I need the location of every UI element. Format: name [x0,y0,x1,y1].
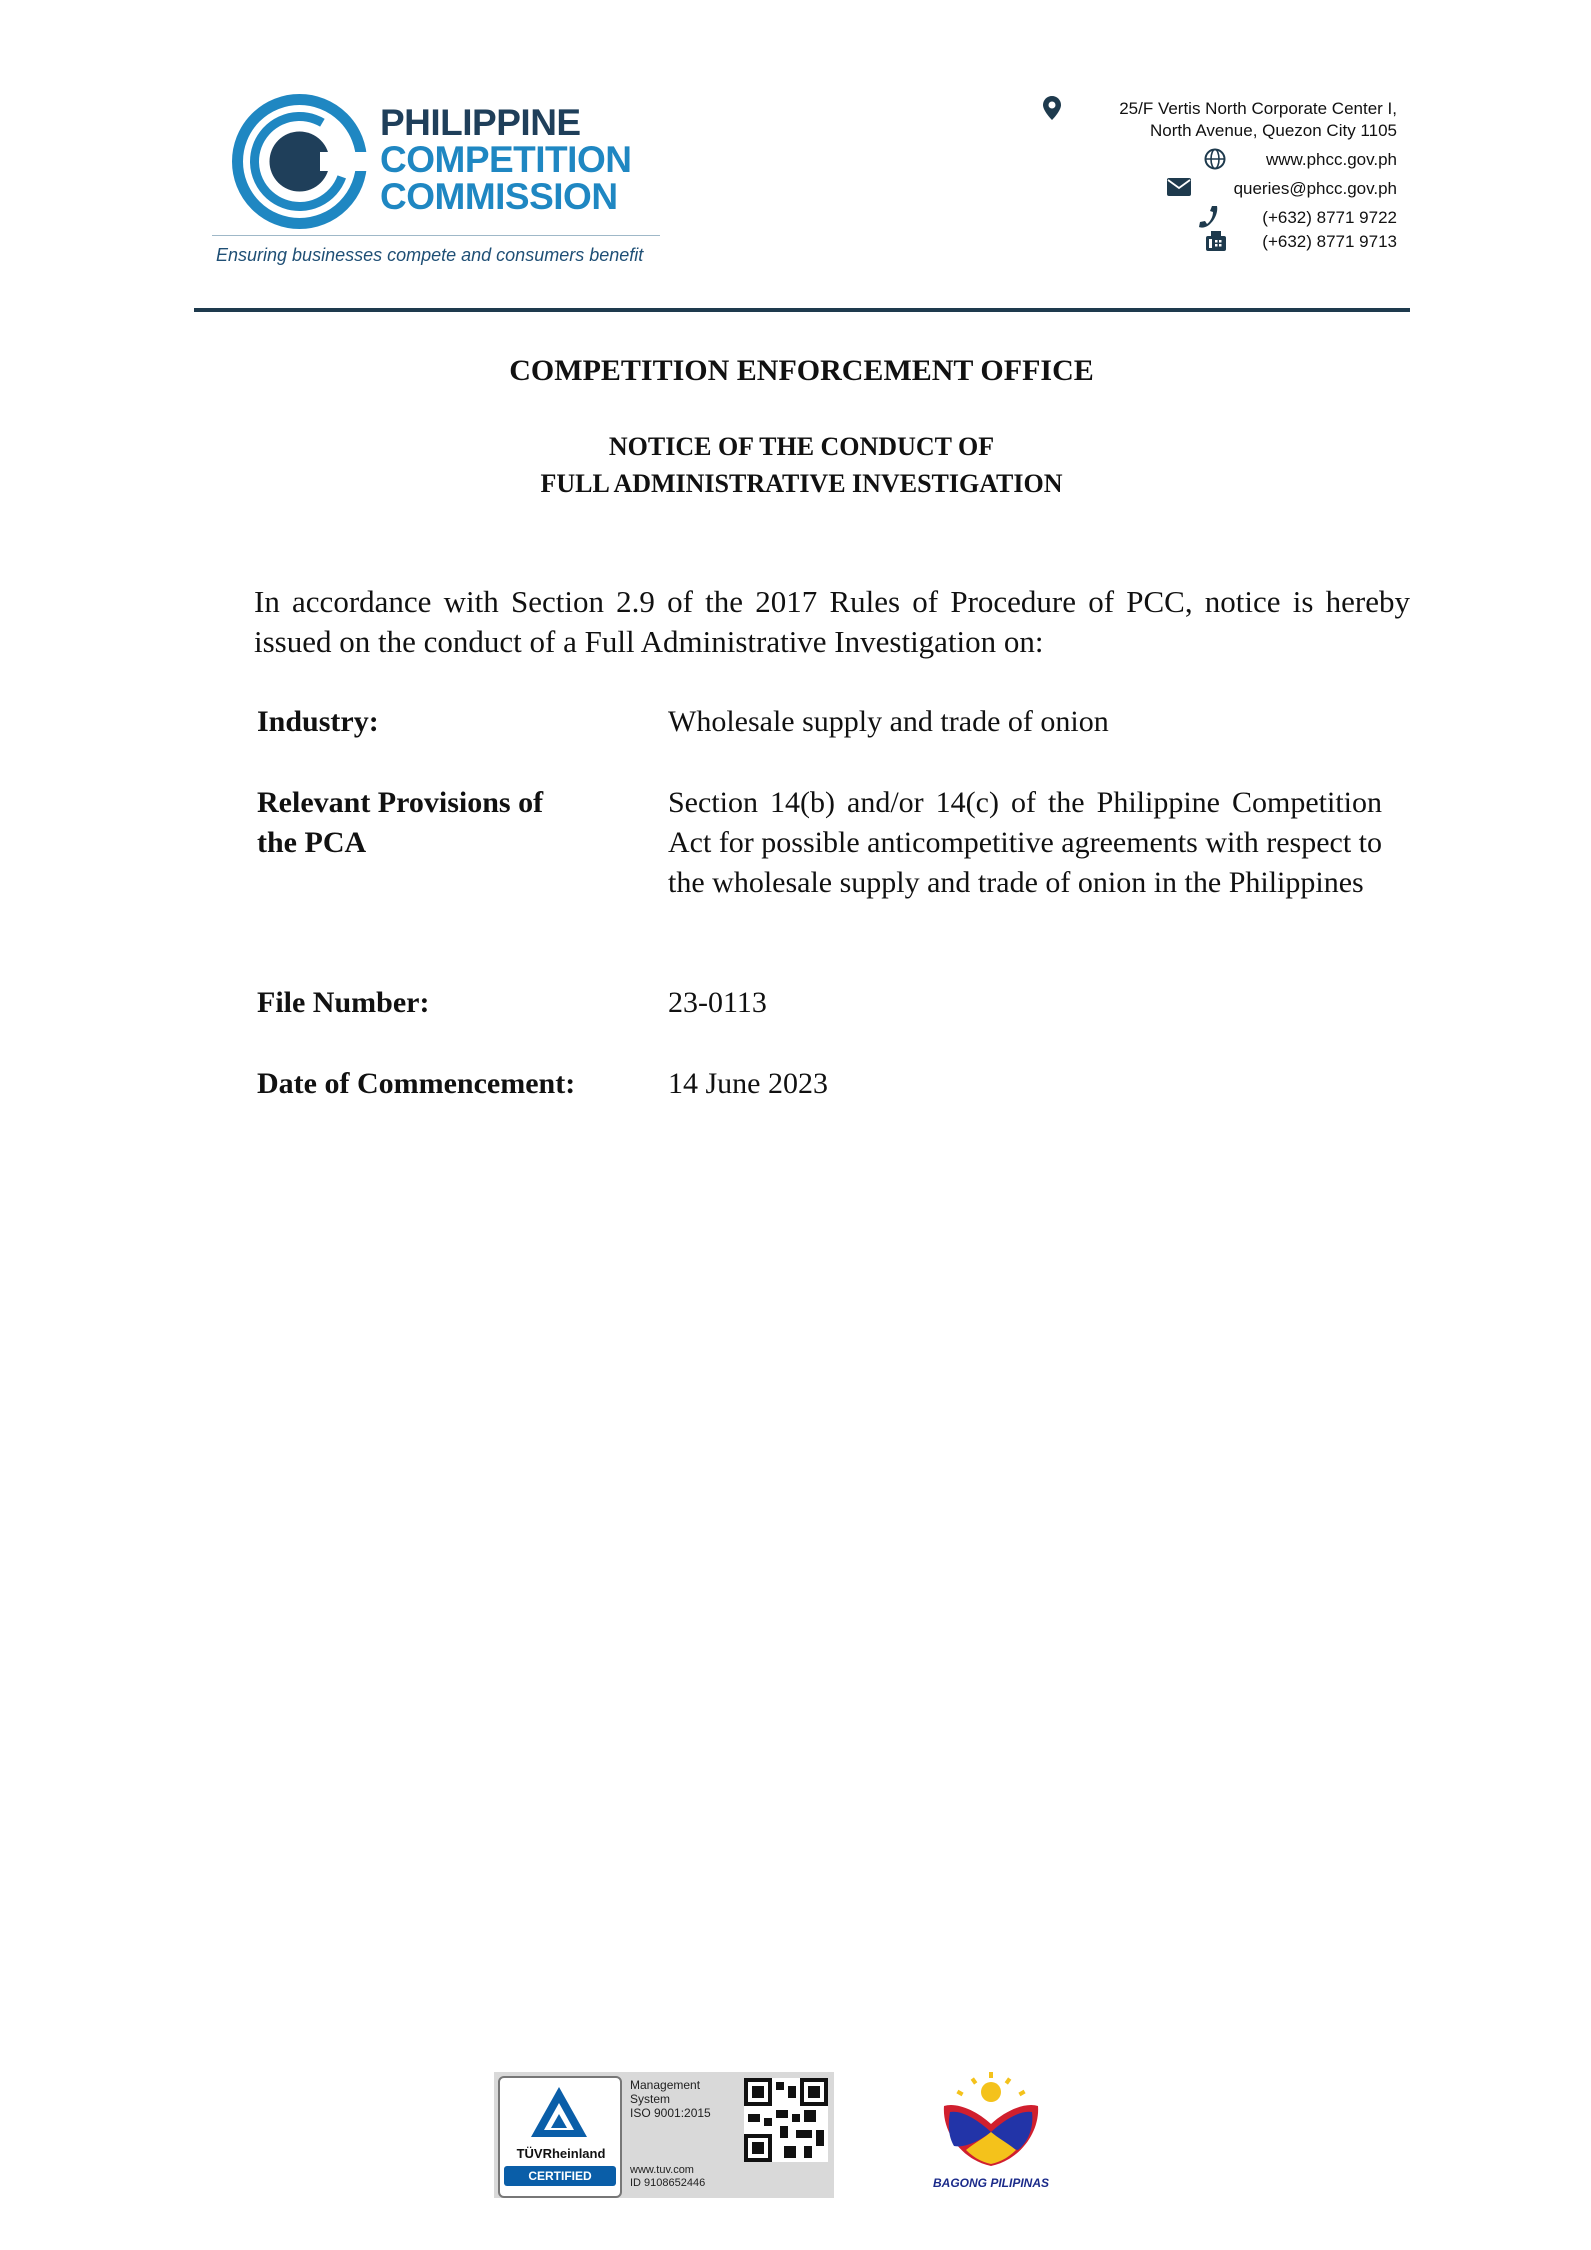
intro-paragraph: In accordance with Section 2.9 of the 2017 Rules of Procedure of PCC, notice is hereby issued on the conduct of a Full Administrative Investigation on: [254,584,1410,659]
bagong-pilipinas-logo [928,2072,1054,2202]
tuv-url: www.tuv.com [630,2164,694,2176]
logo-text-line3: COMMISSION [380,176,618,217]
notice-title-line2: FULL ADMINISTRATIVE INVESTIGATION [540,469,1063,498]
bagong-pilipinas-text: BAGONG PILIPINAS [932,2176,1049,2190]
industry-value: Wholesale supply and trade of onion [668,705,1109,738]
phone-text: (+632) 8771 9722 [1262,208,1397,227]
commencement-date-value: 14 June 2023 [668,1067,828,1100]
office-heading: COMPETITION ENFORCEMENT OFFICE [509,354,1094,387]
notice-title-line1: NOTICE OF THE CONDUCT OF [608,432,995,461]
tuv-brand: TÜVRheinland [516,2146,606,2161]
industry-label: Industry: [257,705,379,738]
email-text: queries@phcc.gov.ph [1233,179,1397,198]
fax-icon [1206,231,1226,251]
address-line2: North Avenue, Quezon City 1105 [1150,121,1397,140]
address-line1: 25/F Vertis North Corporate Center I, [1119,99,1397,118]
provisions-value: Section 14(b) and/or 14(c) of the Philippine Competition Act for possible anticompetitive agreements with respect to the wholesale supply and trade of onion in the Philippines [668,786,1382,899]
qr-code-icon [744,2078,828,2162]
tuv-id: ID 9108652446 [630,2177,706,2189]
file-number-value: 23-0113 [668,986,767,1019]
logo-divider [212,235,660,236]
tuv-certification-badge [494,2072,834,2198]
website-text: www.phcc.gov.ph [1265,150,1397,169]
logo-tagline: Ensuring businesses compete and consumers benefit [216,245,644,265]
tuv-line1: Management [630,2078,701,2092]
location-pin-icon [1043,96,1061,120]
globe-icon [1204,148,1226,170]
logo-text-line1: PHILIPPINE [380,102,581,143]
pcc-logo-icon [232,94,367,229]
header-divider [194,308,1410,312]
envelope-icon [1167,178,1191,196]
bagong-pilipinas-emblem-icon [936,2072,1046,2172]
fax-text: (+632) 8771 9713 [1262,232,1397,251]
tuv-triangle-icon [528,2084,590,2140]
file-number-label: File Number: [257,986,430,1019]
logo-text-line2: COMPETITION [380,139,632,180]
provisions-label-line1: Relevant Provisions of [257,786,544,819]
tuv-line3: ISO 9001:2015 [630,2106,711,2120]
tuv-line2: System [630,2092,671,2106]
phone-icon [1198,205,1220,229]
provisions-label-line2: the PCA [257,826,367,859]
tuv-certified-label: CERTIFIED [504,2166,616,2186]
commencement-date-label: Date of Commencement: [257,1067,576,1100]
